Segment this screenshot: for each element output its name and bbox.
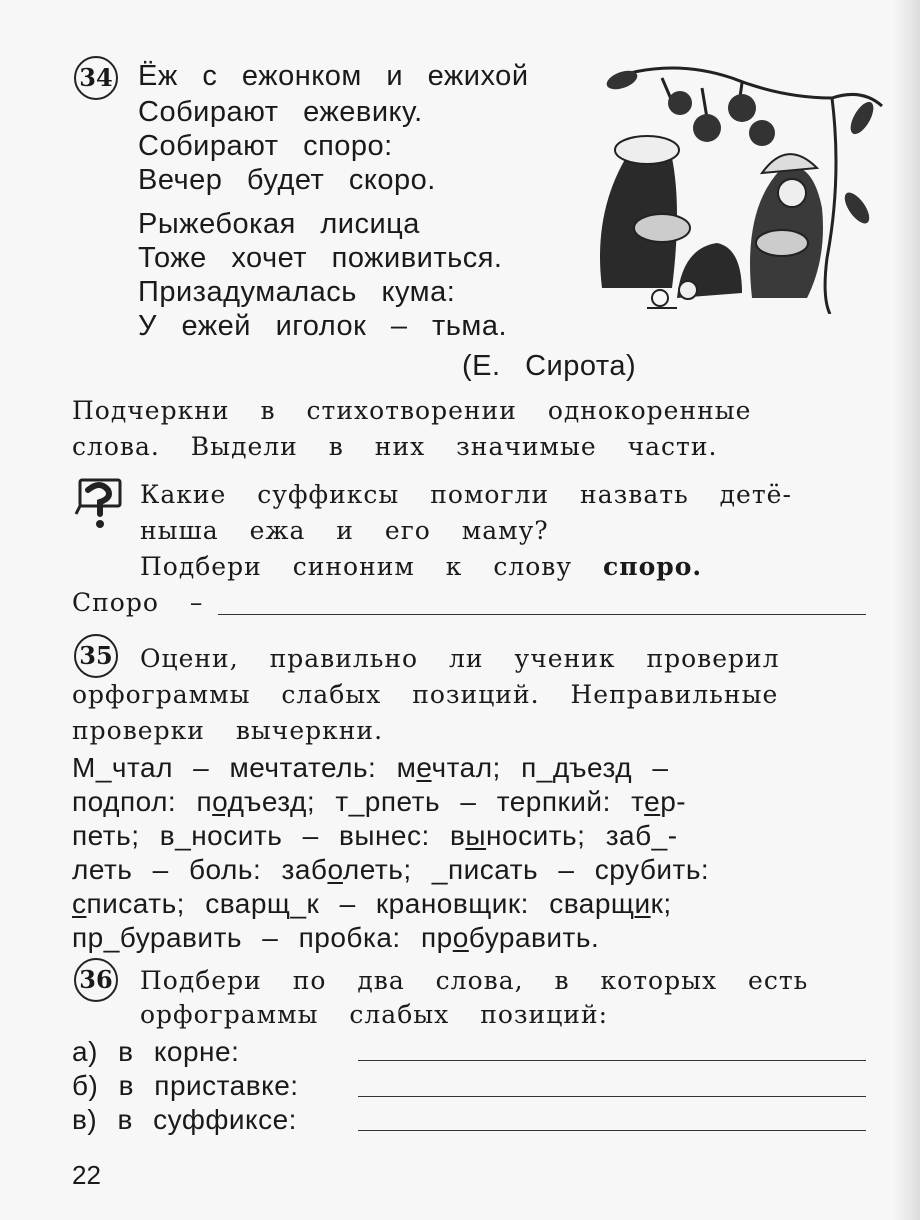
answer-line-a[interactable]	[358, 1060, 866, 1061]
underlined-letter: е	[416, 752, 432, 783]
ex35-line-4	[72, 854, 709, 886]
poem-line-2: Собирают ежевику.	[138, 96, 423, 128]
synonym-task-prefix: Подбери синоним к слову	[140, 552, 573, 581]
ex34-task-line-1	[72, 396, 866, 425]
ex35-text-segment: к;	[650, 888, 672, 919]
exercise-36-number: 36	[74, 958, 118, 1002]
underlined-letter: с	[72, 888, 87, 919]
poem-line-8: У ежей иголок – тьма.	[138, 310, 508, 342]
underlined-letter: е	[644, 786, 661, 817]
ex35-text-segment: чтал; п_дъезд –	[431, 752, 669, 783]
synonym-task-word: споро.	[603, 552, 703, 581]
underlined-letter: ы	[465, 820, 487, 851]
underlined-letter: о	[452, 922, 469, 953]
ex35-text-segment: леть – боль: заб	[72, 854, 328, 885]
page-edge-shadow	[892, 0, 920, 1220]
ex36-task-line-1: Подбери по два слова, в которых есть	[140, 966, 809, 995]
ex35-text-segment: петь; в_носить – вынес: в	[72, 820, 466, 851]
exercise-35-number: 35	[74, 634, 118, 678]
poem-line-7: Призадумалась кума:	[138, 276, 456, 308]
ex34-task-line-2: слова. Выдели в них значимые части.	[72, 432, 718, 461]
ex35-task-line-2: орфограммы слабых позиций. Неправильные	[72, 680, 779, 709]
ex36-item-c: в) в суффиксе:	[72, 1104, 297, 1135]
underlined-letter: и	[634, 888, 651, 919]
poem-line-4: Вечер будет скоро.	[138, 164, 436, 196]
ex35-text-segment: ъезд; т_рпеть – терпкий: т	[243, 786, 645, 817]
answer-line-b[interactable]	[358, 1096, 866, 1097]
ex34-question-line-2: ныша ежа и его маму?	[140, 516, 549, 545]
poem-author: (Е. Сирота)	[462, 350, 637, 382]
poem-line-6: Тоже хочет поживиться.	[138, 242, 503, 274]
ex35-text-segment: леть; _писать – срубить:	[342, 854, 710, 885]
ex35-text-segment: буравить.	[468, 922, 600, 953]
ex34-synonym-task	[140, 552, 702, 581]
ex35-text-segment: М_чтал – мечтатель: м	[72, 752, 417, 783]
ex35-text-segment: подпол: п	[72, 786, 213, 817]
ex36-task-line-2: орфограммы слабых позиций:	[140, 1000, 609, 1029]
question-icon	[74, 476, 126, 532]
ex35-line-2	[72, 786, 686, 818]
ex35-task-line-3: проверки вычеркни.	[72, 716, 384, 745]
underlined-letter: од	[212, 786, 244, 817]
ex34-question-line-1: Какие суффиксы помогли назвать детё-	[140, 480, 792, 509]
page-number: 22	[72, 1160, 101, 1190]
ex35-text-segment: пр_буравить – пробка: пр	[72, 922, 453, 953]
exercise-34-number: 34	[74, 56, 118, 100]
answer-line-c[interactable]	[358, 1130, 866, 1131]
ex36-item-a: а) в корне:	[72, 1036, 240, 1067]
ex35-text-segment: р-	[660, 786, 687, 817]
answer-line-sporo[interactable]	[218, 614, 866, 615]
hedgehogs-illustration	[592, 58, 892, 314]
ex35-line-3	[72, 820, 678, 852]
ex35-line-6	[72, 922, 599, 954]
ex34-task-text-1: Подчеркни в стихотворении однокоренные	[72, 396, 752, 425]
underlined-letter: о	[327, 854, 343, 885]
ex35-text-segment: носить; заб_-	[486, 820, 678, 851]
answer-label-sporo: Споро –	[72, 588, 204, 617]
poem-line-5: Рыжебокая лисица	[138, 208, 420, 240]
ex35-line-1	[72, 752, 668, 784]
ex36-item-b: б) в приставке:	[72, 1070, 299, 1101]
ex35-line-5	[72, 888, 672, 920]
poem-line-3: Собирают споро:	[138, 130, 393, 162]
ex35-task-line-1: Оцени, правильно ли ученик проверил	[140, 644, 780, 673]
ex35-text-segment: писать; сварщ_к – крановщик: сварщ	[86, 888, 635, 919]
poem-line-1: Ёж с ежонком и ежихой	[138, 60, 529, 92]
